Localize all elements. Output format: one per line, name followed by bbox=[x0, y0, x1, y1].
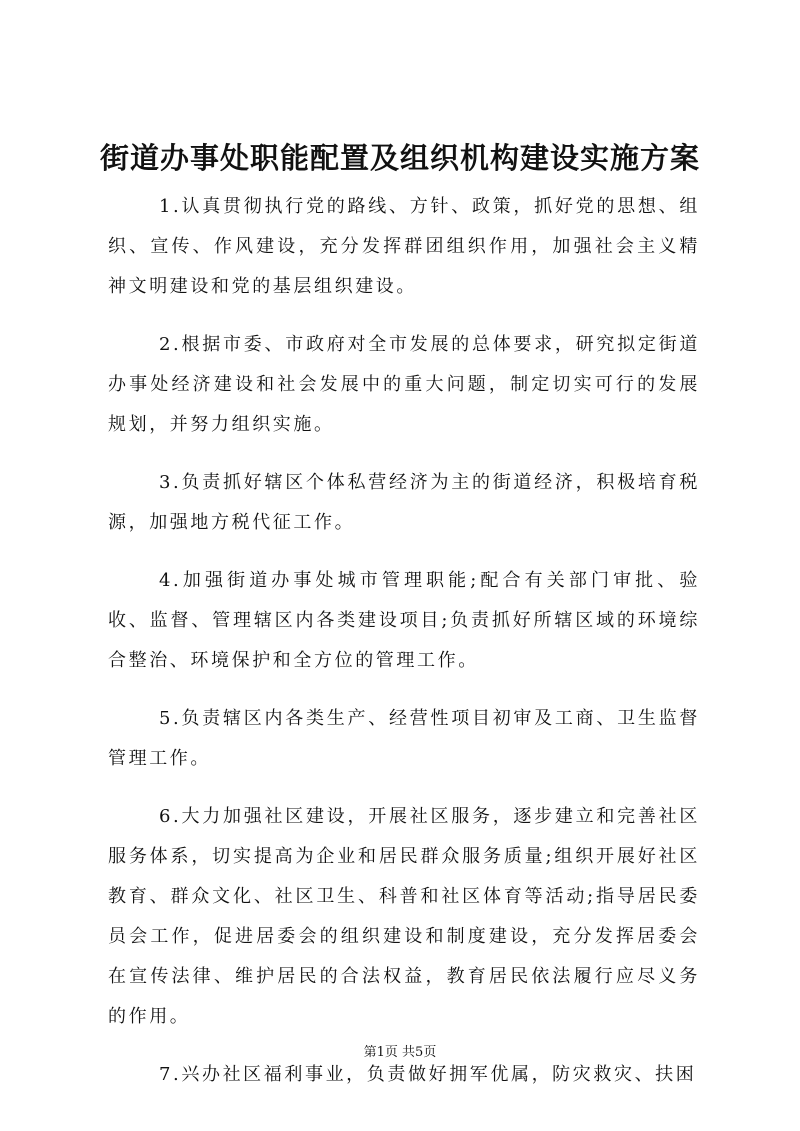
paragraph-4: 4.加强街道办事处城市管理职能;配合有关部门审批、验收、监督、管理辖区内各类建设项目;负责抓好所辖区域的环境综合整治、环境保护和全方位的管理工作。 bbox=[108, 570, 700, 671]
paragraph-6: 6.大力加强社区建设，开展社区服务，逐步建立和完善社区服务体系，切实提高为企业和居民群众服务质量;组织开展好社区教育、群众文化、社区卫生、科普和社区体育等活动;指导居民委员会工作，促进居委会的组织建设和制度建设，充分发挥居委会在宣传法律、维护居民的合法权益，教育居民依法履行应尽义务的作用。 bbox=[108, 806, 700, 1027]
document-body bbox=[108, 187, 700, 1113]
document-title: 街道办事处职能配置及组织机构建设实施方案 bbox=[99, 141, 700, 175]
paragraph-5: 5.负责辖区内各类生产、经营性项目初审及工商、卫生监督管理工作。 bbox=[108, 708, 700, 769]
paragraph-2: 2.根据市委、市政府对全市发展的总体要求，研究拟定街道办事处经济建设和社会发展中的重大问题，制定切实可行的发展规划，并努力组织实施。 bbox=[108, 334, 700, 435]
page-number-footer: 第1页 共5页 bbox=[363, 1045, 437, 1060]
paragraph-3: 3.负责抓好辖区个体私营经济为主的街道经济，积极培育税源，加强地方税代征工作。 bbox=[108, 472, 700, 533]
paragraph-1: 1.认真贯彻执行党的路线、方针、政策，抓好党的思想、组织、宣传、作风建设，充分发挥群团组织作用，加强社会主义精神文明建设和党的基层组织建设。 bbox=[108, 196, 700, 297]
paragraph-7: 7.兴办社区福利事业，负责做好拥军优属，防灾救灾、扶困 bbox=[159, 1064, 697, 1085]
